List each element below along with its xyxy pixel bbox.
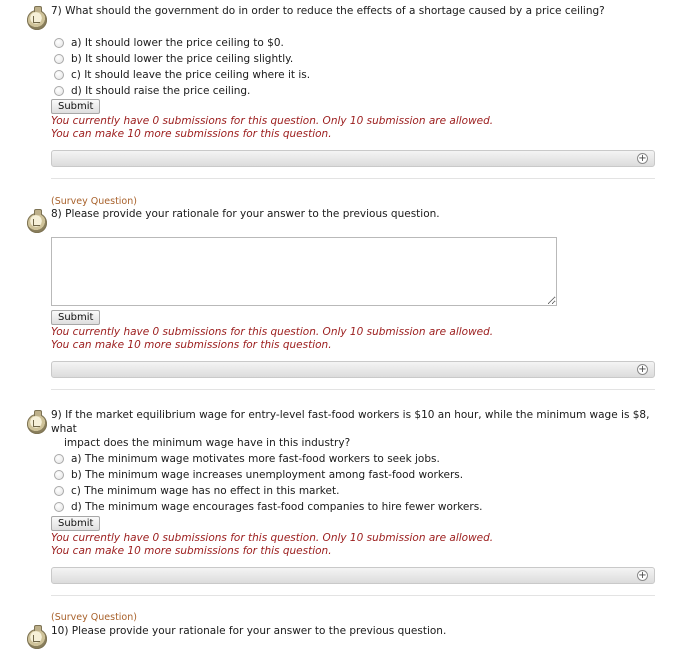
- radio-button-icon[interactable]: [54, 486, 64, 496]
- q9-submission-status: You currently have 0 submissions for this question. Only 10 submission are allowed.: [51, 532, 494, 544]
- radio-button-icon[interactable]: [54, 54, 64, 64]
- expand-plus-icon[interactable]: +: [638, 364, 647, 375]
- q9-remaining-submissions: You can make 10 more submissions for this question.: [51, 545, 332, 557]
- q9-option-a[interactable]: [54, 452, 440, 466]
- q9-option-a-label: a) The minimum wage motivates more fast-food workers to seek jobs.: [71, 453, 440, 465]
- survey-question-tag: (Survey Question): [51, 196, 137, 207]
- q7-expand-bar[interactable]: [51, 150, 655, 167]
- question-8-text: 8) Please provide your rationale for your answer to the previous question.: [51, 208, 440, 220]
- q7-remaining-submissions: You can make 10 more submissions for this question.: [51, 128, 332, 140]
- radio-button-icon[interactable]: [54, 86, 64, 96]
- medal-icon: [27, 629, 47, 649]
- radio-button-icon[interactable]: [54, 454, 64, 464]
- q9-submit-button[interactable]: Submit: [51, 516, 100, 531]
- question-7-text: 7) What should the government do in order to reduce the effects of a shortage caused by a price ceiling?: [51, 5, 605, 17]
- question-9-line-1: 9) If the market equilibrium wage for entry-level fast-food workers is $10 an hour, while the minimum wage is $8, what: [51, 409, 650, 435]
- q9-option-b[interactable]: [54, 468, 463, 482]
- q9-option-d-label: d) The minimum wage encourages fast-food companies to hire fewer workers.: [71, 501, 483, 513]
- q7-submit-button[interactable]: Submit: [51, 99, 100, 114]
- q9-option-d[interactable]: [54, 500, 483, 514]
- q9-expand-bar[interactable]: [51, 567, 655, 584]
- q7-submission-status: You currently have 0 submissions for this question. Only 10 submission are allowed.: [51, 115, 494, 127]
- q7-option-c[interactable]: [54, 68, 310, 82]
- q7-option-c-label: c) It should leave the price ceiling where it is.: [71, 69, 311, 81]
- question-9-line-2: impact does the minimum wage have in this industry?: [64, 437, 351, 449]
- medal-icon: [27, 213, 47, 233]
- q8-expand-bar[interactable]: [51, 361, 655, 378]
- q9-option-b-label: b) The minimum wage increases unemployment among fast-food workers.: [71, 469, 464, 481]
- q8-rationale-textarea[interactable]: [51, 237, 557, 306]
- q8-remaining-submissions: You can make 10 more submissions for this question.: [51, 339, 332, 351]
- expand-plus-icon[interactable]: +: [638, 570, 647, 581]
- question-9-text: [51, 408, 651, 450]
- q7-option-d[interactable]: [54, 84, 250, 98]
- divider: [51, 389, 655, 390]
- q7-option-d-label: d) It should raise the price ceiling.: [71, 85, 251, 97]
- question-10-text: 10) Please provide your rationale for your answer to the previous question.: [51, 625, 447, 637]
- radio-button-icon[interactable]: [54, 70, 64, 80]
- q9-option-c[interactable]: [54, 484, 339, 498]
- radio-button-icon[interactable]: [54, 502, 64, 512]
- q8-submit-button[interactable]: Submit: [51, 310, 100, 325]
- q8-submission-status: You currently have 0 submissions for this question. Only 10 submission are allowed.: [51, 326, 494, 338]
- radio-button-icon[interactable]: [54, 38, 64, 48]
- divider: [51, 595, 655, 596]
- q7-option-a-label: a) It should lower the price ceiling to $0.: [71, 37, 284, 49]
- divider: [51, 178, 655, 179]
- medal-icon: [27, 10, 47, 30]
- q7-option-b-label: b) It should lower the price ceiling slightly.: [71, 53, 294, 65]
- q7-option-b[interactable]: [54, 52, 293, 66]
- medal-icon: [27, 414, 47, 434]
- q7-option-a[interactable]: [54, 36, 284, 50]
- radio-button-icon[interactable]: [54, 470, 64, 480]
- q9-option-c-label: c) The minimum wage has no effect in this market.: [71, 485, 340, 497]
- expand-plus-icon[interactable]: +: [638, 153, 647, 164]
- survey-question-tag: (Survey Question): [51, 612, 137, 623]
